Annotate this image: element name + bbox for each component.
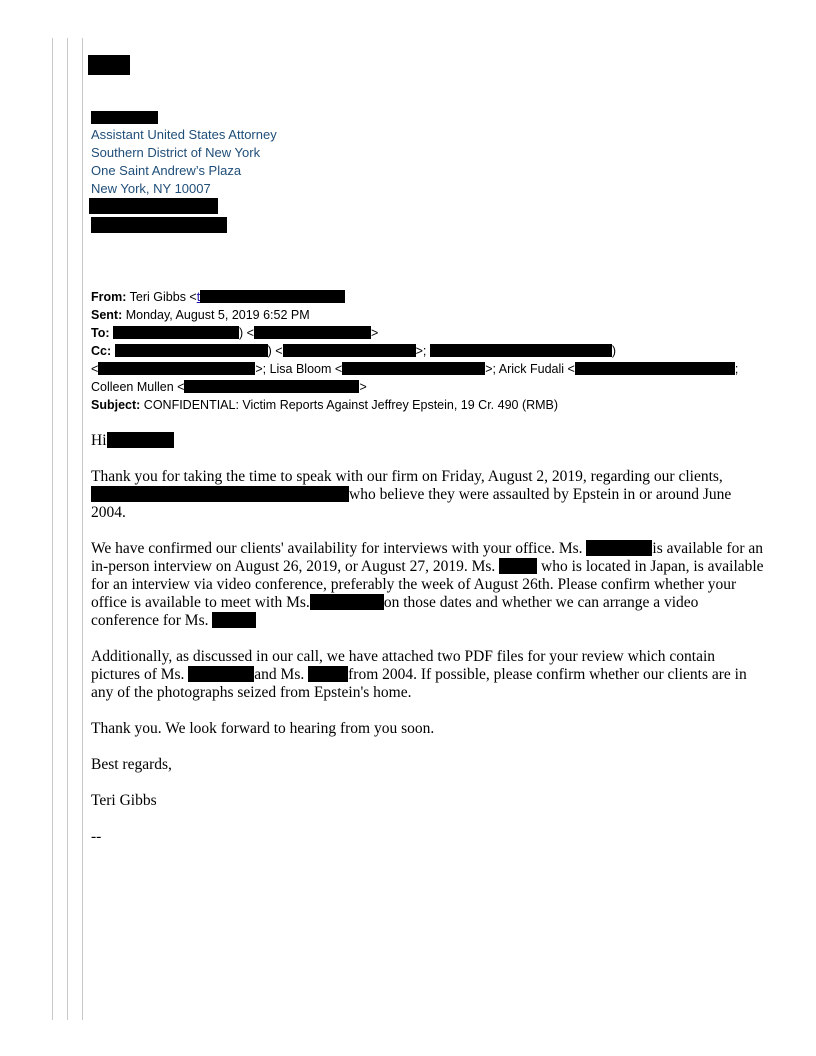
redaction-box <box>310 594 384 610</box>
email-header <box>91 288 761 414</box>
sent-label: Sent: <box>91 308 123 322</box>
sig-street: One Saint Andrew’s Plaza <box>91 163 242 178</box>
p1-text-b: who believe they were assaulted by Epstein in or around June 2004. <box>91 486 732 521</box>
redaction-box <box>430 344 612 357</box>
subject-value: CONFIDENTIAL: Victim Reports Against Jeffrey Epstein, 19 Cr. 490 (RMB) <box>143 398 559 412</box>
p3-text-c: from 2004. If possible, please confirm whether our clients are in any of the photographs seized from Epstein's home. <box>91 666 747 701</box>
to-label: To: <box>91 326 110 340</box>
p1-text-a: Thank you for taking the time to speak with our firm on Friday, August 2, 2019, regarding our clients, <box>91 468 723 485</box>
redaction-box <box>212 612 256 628</box>
p2-text-b: is available for an in-person interview on August 26, 2019, or August 27, 2019. Ms. <box>91 540 764 575</box>
p3-text-a: Additionally, as discussed in our call, we have attached two PDF files for your review which contain pictures of Ms. <box>91 648 716 683</box>
signature-dashes: -- <box>91 828 102 845</box>
closing: Best regards, <box>91 756 172 773</box>
body-paragraph-3 <box>91 648 766 702</box>
redaction-box <box>115 344 268 357</box>
from-name: Teri Gibbs < <box>129 290 197 304</box>
cc-label: Cc: <box>91 344 112 358</box>
redaction-box <box>188 666 254 682</box>
p3-text-b: and Ms. <box>254 666 305 683</box>
redaction-box <box>91 217 227 233</box>
redaction-box <box>91 486 349 502</box>
from-email-link[interactable]: t <box>196 290 201 304</box>
sig-office: Southern District of New York <box>91 145 261 160</box>
redaction-box <box>254 326 371 339</box>
cc-row: Cc: ) < >; ) <box>91 344 616 358</box>
greeting-text: Hi <box>91 432 107 449</box>
greeting <box>91 432 766 450</box>
margin-line <box>52 38 53 1020</box>
body-paragraph-2 <box>91 540 766 630</box>
cc-row-cont: < >; Lisa Bloom < >; Arick Fudali < ; <box>91 362 739 376</box>
subject-row <box>91 396 761 414</box>
redaction-box <box>89 198 218 214</box>
redaction-box <box>308 666 348 682</box>
sig-title: Assistant United States Attorney <box>91 127 277 142</box>
redaction-box <box>184 380 359 393</box>
redaction-box <box>575 362 735 375</box>
redaction-box <box>586 540 652 556</box>
subject-label: Subject: <box>91 398 141 412</box>
body-paragraph-1 <box>91 468 766 522</box>
redaction-box <box>91 111 158 124</box>
redaction-box <box>88 55 130 75</box>
body-paragraph-4: Thank you. We look forward to hearing from you soon. <box>91 720 435 737</box>
redaction-box <box>113 326 239 339</box>
cc-row-cont-2: Colleen Mullen < > <box>91 380 367 394</box>
redaction-box <box>200 290 345 303</box>
margin-line <box>82 38 83 1020</box>
redaction-box <box>107 432 174 448</box>
p2-text-c: who is located in Japan, is available for an interview via video conference, preferably the week of August 26th. Please confirm whether your office is available to meet with Ms. <box>91 558 764 611</box>
sent-value: Monday, August 5, 2019 6:52 PM <box>125 308 310 322</box>
to-row: To: ) < > <box>91 326 379 340</box>
cc-name-2: Arick Fudali <box>498 362 565 376</box>
margin-line <box>67 38 68 1020</box>
redaction-box <box>98 362 255 375</box>
p2-text-d: on those dates and whether we can arrange a video conference for Ms. <box>91 594 699 629</box>
redaction-box <box>499 558 537 574</box>
signoff-name: Teri Gibbs <box>91 792 157 809</box>
redaction-box <box>342 362 485 375</box>
redaction-box <box>283 344 416 357</box>
cc-name-3: Colleen Mullen <box>91 380 174 394</box>
cc-name-1: Lisa Bloom <box>269 362 332 376</box>
sig-city: New York, NY 10007 <box>91 181 211 196</box>
from-row <box>91 288 761 306</box>
signature-block <box>91 126 277 198</box>
p2-text-a: We have confirmed our clients' availability for interviews with your office. Ms. <box>91 540 583 557</box>
sent-row <box>91 306 761 324</box>
email-body <box>91 432 766 864</box>
from-label: From: <box>91 290 127 304</box>
